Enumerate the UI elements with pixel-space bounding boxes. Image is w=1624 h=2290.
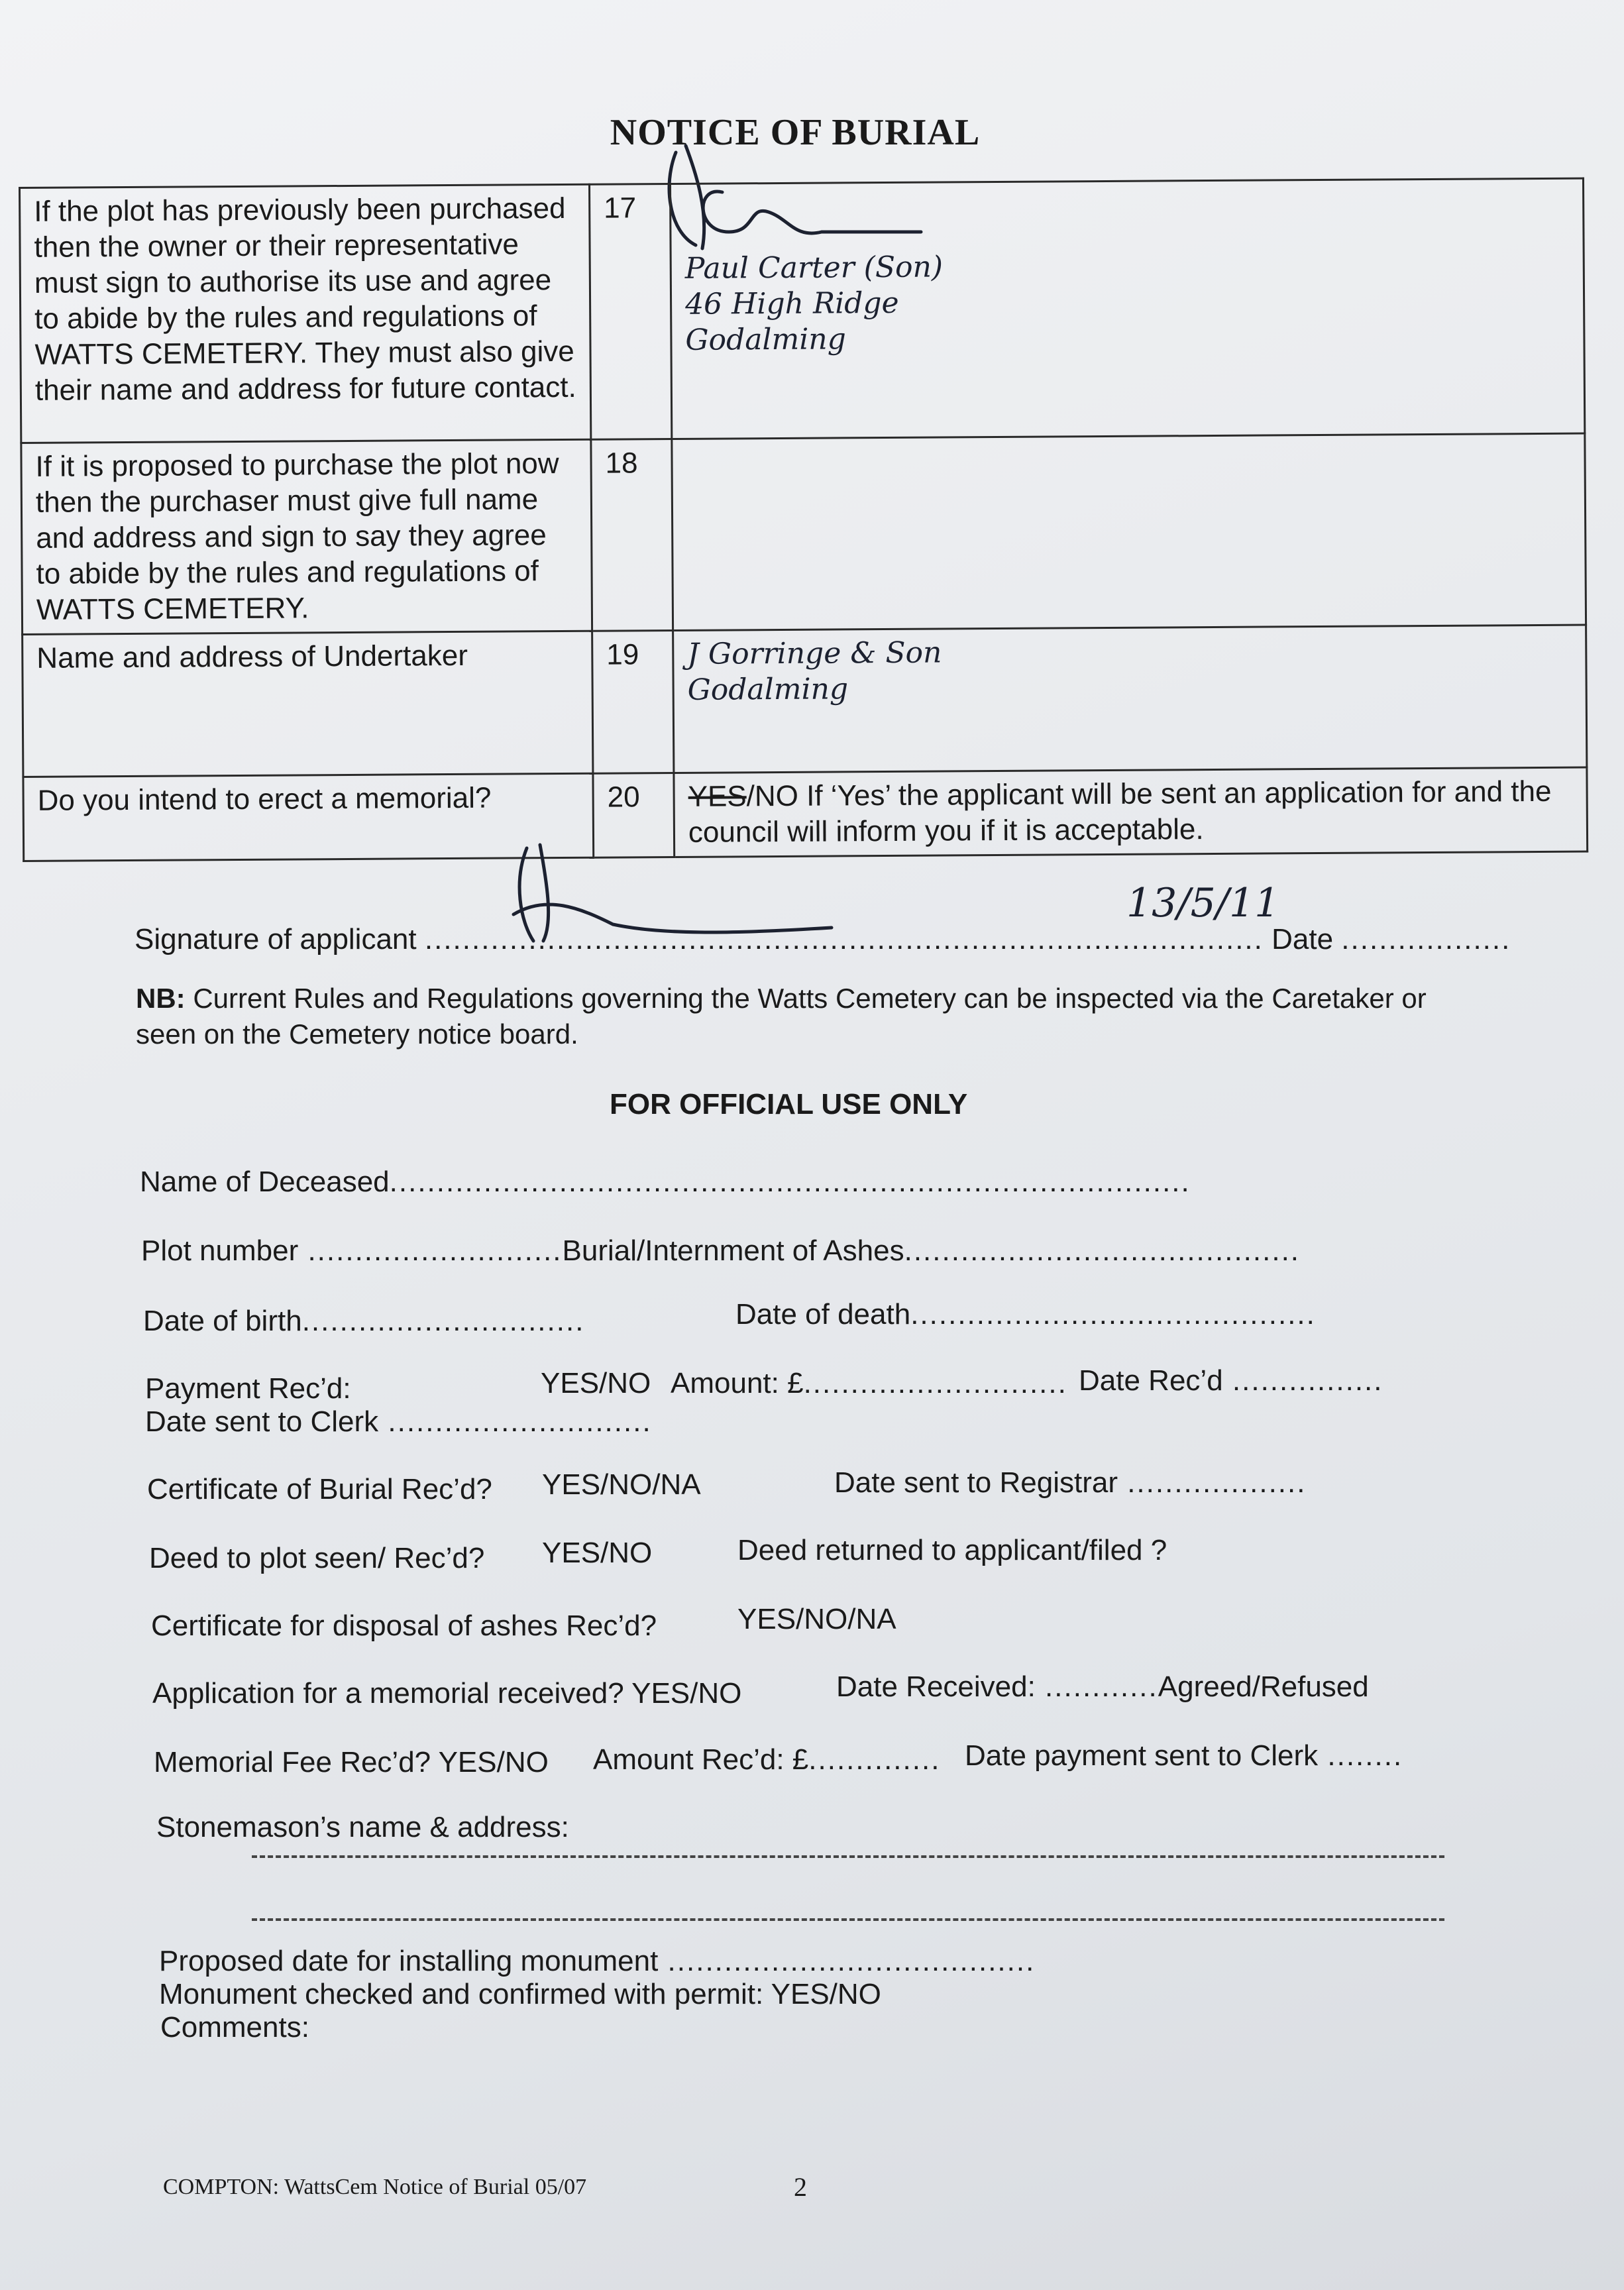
answer-cell[interactable]: J Gorringe & Son Godalming <box>673 625 1587 773</box>
row-number: 20 <box>593 773 675 857</box>
nb-note <box>136 981 1461 1052</box>
nb-label: NB: <box>136 983 186 1014</box>
cert-burial-line[interactable]: Certificate of Burial Rec’d? <box>147 1473 492 1505</box>
date-of-birth-line[interactable]: Date of birth.............................. <box>143 1305 585 1337</box>
cert-burial-yesno[interactable]: YES/NO/NA <box>542 1468 701 1501</box>
question-cell: If it is proposed to purchase the plot now then the purchaser must give full name and address and sign to say they agree to abide by the rules and regulations of WATTS CEMETERY. <box>21 439 592 634</box>
burial-form-table <box>19 178 1588 862</box>
date-label: Date <box>1272 923 1334 955</box>
answer-cell[interactable] <box>670 178 1584 439</box>
memorial-answer-text: /NO If ‘Yes’ the applicant will be sent an application for and the council will inform you if it is acceptable. <box>688 775 1552 849</box>
stonemason-label: Stonemason’s name & address: <box>156 1811 569 1843</box>
page-title: NOTICE OF BURIAL <box>610 112 981 153</box>
official-use-heading: FOR OFFICIAL USE ONLY <box>610 1088 968 1120</box>
row-number: 18 <box>591 439 673 631</box>
table-row <box>23 625 1587 777</box>
date-recd-line[interactable]: Date Rec’d ................ <box>1079 1364 1383 1397</box>
date-value: 13/5/11 <box>1126 880 1280 926</box>
handwritten-answer: Paul Carter (Son) 46 High Ridge Godalming <box>684 250 944 357</box>
date-sent-clerk-line[interactable]: Date sent to Clerk ............................ <box>145 1405 652 1438</box>
amount-line[interactable]: Amount: £............................ <box>671 1367 1067 1399</box>
question-cell: If the plot has previously been purchased then the owner or their representative must sign to authorise its use and agree to abide by the rules and regulations of WATTS CEMETERY. They must also give their name and address for future contact. <box>20 184 591 443</box>
signature-label: Signature of applicant <box>135 923 417 955</box>
stonemason-line-1[interactable] <box>252 1855 1444 1858</box>
signature-line[interactable]: Signature of applicant ......................................................................................... Date .................. <box>135 923 1511 955</box>
payment-yesno[interactable]: YES/NO <box>541 1367 651 1399</box>
date-sent-registrar-line[interactable]: Date sent to Registrar ................... <box>834 1466 1307 1499</box>
memorial-application-line[interactable]: Application for a memorial received? YES/NO <box>152 1677 742 1710</box>
deed-yesno[interactable]: YES/NO <box>542 1537 653 1569</box>
row-number: 17 <box>589 184 671 439</box>
payment-line[interactable]: Payment Rec’d: <box>145 1372 351 1405</box>
date-of-death-line[interactable]: Date of death........................................... <box>735 1298 1316 1331</box>
memorial-fee-line[interactable]: Memorial Fee Rec’d? YES/NO <box>154 1746 549 1778</box>
page-number: 2 <box>794 2172 807 2202</box>
date-received-line[interactable]: Date Received: ............Agreed/Refused <box>836 1670 1369 1703</box>
comments-label[interactable]: Comments: <box>160 2011 309 2044</box>
cert-ashes-line[interactable]: Certificate for disposal of ashes Rec’d? <box>151 1609 657 1642</box>
proposed-date-line[interactable]: Proposed date for installing monument ....................................... <box>159 1945 1036 1977</box>
struck-yes: YES <box>688 780 747 813</box>
question-cell: Name and address of Undertaker <box>23 631 593 777</box>
monument-checked-line[interactable]: Monument checked and confirmed with permit: YES/NO <box>159 1978 881 2010</box>
footer-reference: COMPTON: WattsCem Notice of Burial 05/07 <box>163 2175 587 2199</box>
row-number: 19 <box>592 630 674 773</box>
date-payment-clerk-line[interactable]: Date payment sent to Clerk ........ <box>965 1739 1403 1772</box>
deed-returned-line[interactable]: Deed returned to applicant/filed ? <box>737 1534 1167 1566</box>
stonemason-line-2[interactable] <box>252 1918 1444 1921</box>
amount-recd-line[interactable]: Amount Rec’d: £.............. <box>593 1743 941 1776</box>
question-cell: Do you intend to erect a memorial? <box>23 773 594 861</box>
cert-ashes-yesno[interactable]: YES/NO/NA <box>737 1603 896 1635</box>
answer-cell[interactable] <box>672 433 1586 630</box>
applicant-signature <box>487 842 845 948</box>
deed-seen-line[interactable]: Deed to plot seen/ Rec’d? <box>149 1542 485 1574</box>
table-row <box>21 433 1586 634</box>
plot-number-line[interactable]: Plot number ...........................Burial/Internment of Ashes.......................................... <box>141 1234 1301 1267</box>
name-of-deceased-line[interactable]: Name of Deceased..................................................................................... <box>140 1166 1191 1198</box>
table-row <box>20 178 1585 443</box>
nb-text: Current Rules and Regulations governing the Watts Cemetery can be inspected via the Caretaker or seen on the Cemetery notice board. <box>136 983 1427 1050</box>
